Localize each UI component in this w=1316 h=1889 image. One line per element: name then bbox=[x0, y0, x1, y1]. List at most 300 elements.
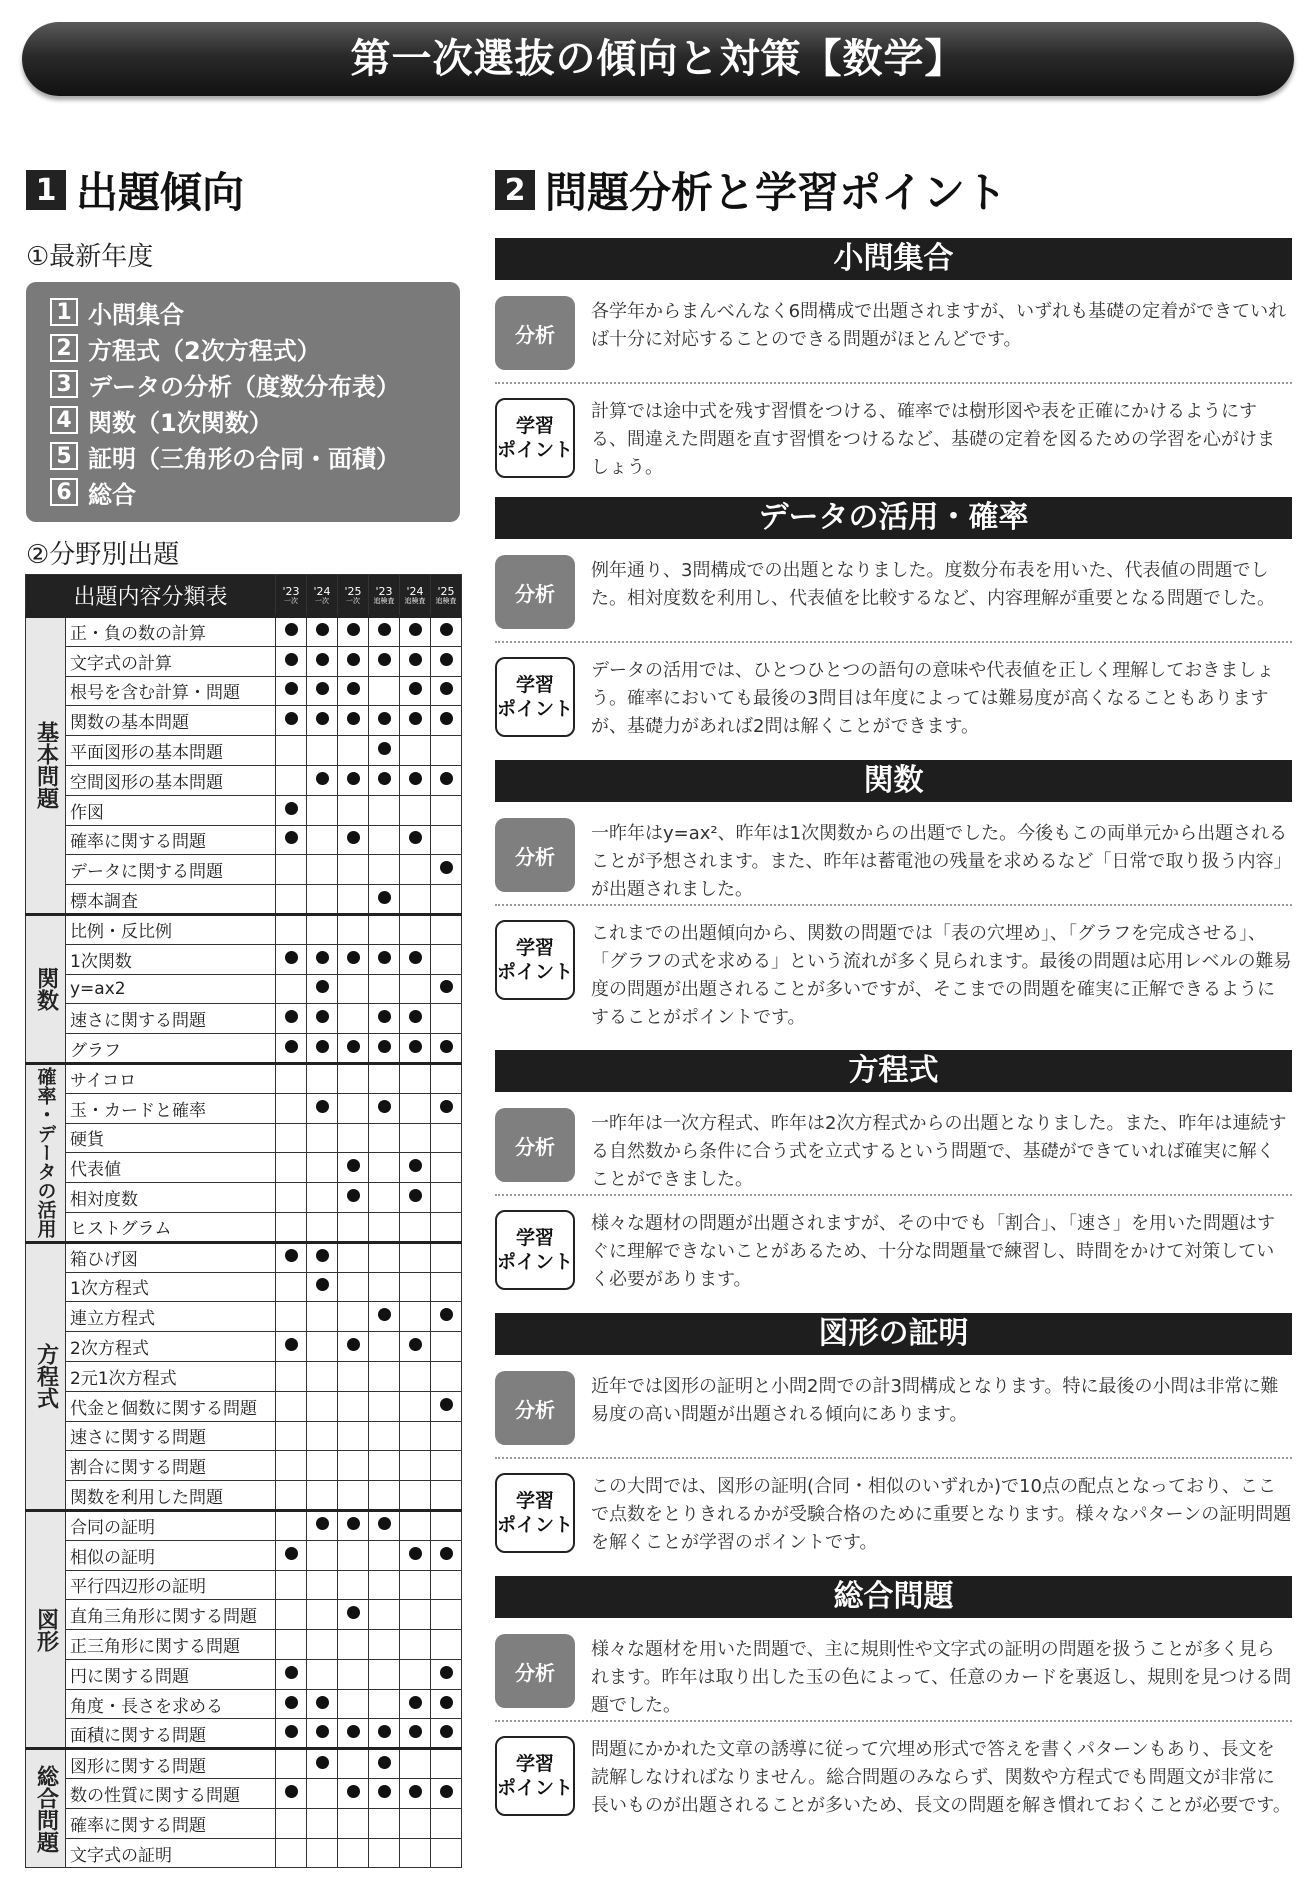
filled-dot-mark bbox=[440, 1547, 453, 1560]
filled-dot-mark bbox=[409, 1547, 422, 1560]
category-name: 方程式 bbox=[33, 1343, 59, 1410]
mark-cell bbox=[276, 646, 307, 676]
mark-cell bbox=[400, 914, 431, 944]
section-band-title: 総合問題 bbox=[495, 1576, 1292, 1618]
mark-cell bbox=[338, 1600, 369, 1630]
mark-cell bbox=[431, 1540, 462, 1570]
filled-dot-mark bbox=[409, 951, 422, 964]
mark-cell bbox=[431, 1689, 462, 1719]
mark-cell bbox=[400, 1212, 431, 1242]
mark-cell bbox=[400, 1272, 431, 1302]
mark-cell bbox=[431, 1153, 462, 1183]
filled-dot-mark bbox=[378, 1040, 391, 1053]
topic-cell: 根号を含む計算・問題 bbox=[66, 676, 276, 706]
topic-cell: 関数を利用した問題 bbox=[66, 1481, 276, 1511]
filled-dot-mark bbox=[378, 1517, 391, 1530]
mark-cell bbox=[276, 1332, 307, 1362]
table-row bbox=[26, 1510, 462, 1540]
category-label bbox=[26, 1510, 66, 1748]
filled-dot-mark bbox=[409, 653, 422, 666]
category-name: 図形 bbox=[33, 1607, 59, 1652]
mark-cell bbox=[307, 1212, 338, 1242]
mark-cell bbox=[276, 1689, 307, 1719]
topic-cell: 箱ひげ図 bbox=[66, 1242, 276, 1272]
section-band-title: データの活用・確率 bbox=[495, 497, 1292, 539]
mark-cell bbox=[276, 914, 307, 944]
mark-cell bbox=[400, 1361, 431, 1391]
mark-cell bbox=[307, 914, 338, 944]
topic-cell: 相似の証明 bbox=[66, 1540, 276, 1570]
analysis-text: 各学年からまんべんなく6問構成で出題されますが、いずれも基礎の定着ができていれば十分に対応することのできる問題がほとんどです。 bbox=[591, 301, 1287, 350]
filled-dot-mark bbox=[347, 772, 360, 785]
filled-dot-mark bbox=[316, 1517, 329, 1530]
mark-cell bbox=[431, 825, 462, 855]
filled-dot-mark bbox=[440, 1666, 453, 1679]
latest-item bbox=[50, 366, 460, 402]
mark-cell bbox=[400, 1183, 431, 1213]
filled-dot-mark bbox=[285, 1338, 298, 1351]
topic-cell: 速さに関する問題 bbox=[66, 1004, 276, 1034]
topic-cell: 代金と個数に関する問題 bbox=[66, 1391, 276, 1421]
year-label: '23 bbox=[375, 584, 393, 598]
mark-cell bbox=[307, 1659, 338, 1689]
mark-cell bbox=[307, 1242, 338, 1272]
topic-cell: 面積に関する問題 bbox=[66, 1719, 276, 1749]
mark-cell bbox=[307, 1361, 338, 1391]
analysis-text: 近年では図形の証明と小問2問での計3問構成となります。特に最後の小問は非常に難易度の高い問題が出題される傾向にあります。 bbox=[591, 1376, 1279, 1425]
filled-dot-mark bbox=[347, 1785, 360, 1798]
mark-cell bbox=[431, 1510, 462, 1540]
mark-cell bbox=[338, 617, 369, 647]
mark-cell bbox=[307, 1719, 338, 1749]
mark-cell bbox=[431, 1749, 462, 1779]
section-1-number: 1 bbox=[26, 170, 66, 210]
mark-cell bbox=[338, 1212, 369, 1242]
page-title-banner bbox=[22, 22, 1294, 96]
year-label: '25 bbox=[437, 584, 455, 598]
latest-item-number: 6 bbox=[50, 478, 78, 506]
latest-year-box bbox=[26, 282, 460, 522]
mark-cell bbox=[338, 1540, 369, 1570]
topic-cell: 合同の証明 bbox=[66, 1510, 276, 1540]
mark-cell bbox=[400, 1123, 431, 1153]
mark-cell bbox=[369, 736, 400, 766]
mark-cell bbox=[307, 617, 338, 647]
mark-cell bbox=[338, 1242, 369, 1272]
mark-cell bbox=[307, 1600, 338, 1630]
mark-cell bbox=[276, 736, 307, 766]
topic-cell: 図形に関する問題 bbox=[66, 1749, 276, 1779]
analysis-text: 例年通り、3問構成での出題となりました。度数分布表を用いた、代表値の問題でした。相対度数を利用し、代表値を比較するなど、内容理解が重要となる問題でした。 bbox=[591, 560, 1275, 609]
mark-cell bbox=[276, 944, 307, 974]
analysis-badge: 分析 bbox=[495, 296, 575, 370]
mark-cell bbox=[307, 646, 338, 676]
mark-cell bbox=[431, 1212, 462, 1242]
analysis-row bbox=[495, 286, 1292, 382]
filled-dot-mark bbox=[440, 1040, 453, 1053]
mark-cell bbox=[431, 1570, 462, 1600]
topic-cell: 2元1次方程式 bbox=[66, 1361, 276, 1391]
filled-dot-mark bbox=[285, 802, 298, 815]
mark-cell bbox=[400, 736, 431, 766]
topic-cell: サイコロ bbox=[66, 1063, 276, 1093]
mark-cell bbox=[369, 617, 400, 647]
mark-cell bbox=[431, 1808, 462, 1838]
mark-cell bbox=[338, 646, 369, 676]
mark-cell bbox=[431, 617, 462, 647]
study-point-badge bbox=[495, 1473, 575, 1553]
mark-cell bbox=[338, 1063, 369, 1093]
mark-cell bbox=[369, 765, 400, 795]
mark-cell bbox=[338, 1570, 369, 1600]
mark-cell bbox=[338, 1183, 369, 1213]
filled-dot-mark bbox=[378, 1785, 391, 1798]
topic-cell: 文字式の計算 bbox=[66, 646, 276, 676]
mark-cell bbox=[400, 1481, 431, 1511]
mark-cell bbox=[276, 1719, 307, 1749]
mark-cell bbox=[431, 1600, 462, 1630]
topic-cell: 数の性質に関する問題 bbox=[66, 1779, 276, 1809]
year-sub-label: 追検査 bbox=[404, 596, 426, 605]
table-header-year bbox=[400, 575, 431, 617]
analysis-badge: 分析 bbox=[495, 555, 575, 629]
filled-dot-mark bbox=[316, 1010, 329, 1023]
mark-cell bbox=[338, 1153, 369, 1183]
mark-cell bbox=[307, 855, 338, 885]
mark-cell bbox=[338, 914, 369, 944]
study-badge-line-1: 学習 bbox=[515, 1753, 554, 1775]
table-row bbox=[26, 736, 462, 766]
category-label bbox=[26, 914, 66, 1063]
topic-cell: 比例・反比例 bbox=[66, 914, 276, 944]
mark-cell bbox=[369, 1004, 400, 1034]
mark-cell bbox=[369, 1361, 400, 1391]
mark-cell bbox=[276, 825, 307, 855]
filled-dot-mark bbox=[316, 1040, 329, 1053]
mark-cell bbox=[400, 1004, 431, 1034]
filled-dot-mark bbox=[409, 772, 422, 785]
study-badge-line-1: 学習 bbox=[515, 415, 554, 437]
analysis-row bbox=[495, 808, 1292, 904]
mark-cell bbox=[276, 1183, 307, 1213]
topic-cell: 正三角形に関する問題 bbox=[66, 1630, 276, 1660]
category-label bbox=[26, 1242, 66, 1510]
mark-cell bbox=[307, 1421, 338, 1451]
mark-cell bbox=[369, 944, 400, 974]
mark-cell bbox=[431, 1123, 462, 1153]
mark-cell bbox=[276, 1421, 307, 1451]
mark-cell bbox=[431, 646, 462, 676]
mark-cell bbox=[338, 1659, 369, 1689]
table-header-year bbox=[431, 575, 462, 617]
mark-cell bbox=[369, 1034, 400, 1064]
dotted-divider bbox=[495, 382, 1292, 384]
filled-dot-mark bbox=[409, 1189, 422, 1202]
table-header-year bbox=[338, 575, 369, 617]
topic-cell: 玉・カードと確率 bbox=[66, 1093, 276, 1123]
mark-cell bbox=[338, 1510, 369, 1540]
filled-dot-mark bbox=[440, 1696, 453, 1709]
mark-cell bbox=[431, 1659, 462, 1689]
mark-cell bbox=[431, 944, 462, 974]
dotted-divider bbox=[495, 904, 1292, 906]
mark-cell bbox=[307, 1123, 338, 1153]
latest-item bbox=[50, 402, 460, 438]
filled-dot-mark bbox=[440, 980, 453, 993]
study-point-text: 問題にかかれた文章の誘導に従って穴埋め形式で答えを書くパターンもあり、長文を読解しなければなりません。総合問題のみならず、関数や方程式でも問題文が非常に長いものが出題されることが多いため、長文の問題を解き慣れておくことが必要です。 bbox=[591, 1739, 1291, 1816]
filled-dot-mark bbox=[409, 1338, 422, 1351]
latest-item bbox=[50, 474, 460, 510]
mark-cell bbox=[307, 1063, 338, 1093]
mark-cell bbox=[431, 765, 462, 795]
dotted-divider bbox=[495, 1720, 1292, 1722]
mark-cell bbox=[369, 885, 400, 915]
section-2-heading bbox=[495, 160, 1007, 220]
section-2-number: 2 bbox=[495, 170, 535, 210]
mark-cell bbox=[307, 1630, 338, 1660]
mark-cell bbox=[338, 1689, 369, 1719]
filled-dot-mark bbox=[440, 653, 453, 666]
mark-cell bbox=[307, 1302, 338, 1332]
filled-dot-mark bbox=[409, 682, 422, 695]
study-point-text: 計算では途中式を残す習慣をつける、確率では樹形図や表を正確にかけるようにする、間違えた問題を直す習慣をつけるなど、基礎の定着を図るための学習を心がけましょう。 bbox=[591, 401, 1275, 478]
mark-cell bbox=[369, 676, 400, 706]
year-sub-label: 追検査 bbox=[435, 596, 457, 605]
filled-dot-mark bbox=[285, 1696, 298, 1709]
latest-item-label: 関数（1次関数） bbox=[88, 408, 273, 437]
mark-cell bbox=[338, 1630, 369, 1660]
filled-dot-mark bbox=[347, 1159, 360, 1172]
mark-cell bbox=[307, 825, 338, 855]
table-row bbox=[26, 1540, 462, 1570]
filled-dot-mark bbox=[378, 1010, 391, 1023]
table-row bbox=[26, 1302, 462, 1332]
table-row bbox=[26, 617, 462, 647]
filled-dot-mark bbox=[378, 891, 391, 904]
table-row bbox=[26, 765, 462, 795]
mark-cell bbox=[338, 1272, 369, 1302]
mark-cell bbox=[276, 617, 307, 647]
analysis-row bbox=[495, 545, 1292, 641]
filled-dot-mark bbox=[440, 1785, 453, 1798]
mark-cell bbox=[276, 1510, 307, 1540]
filled-dot-mark bbox=[378, 653, 391, 666]
mark-cell bbox=[338, 1391, 369, 1421]
mark-cell bbox=[276, 1034, 307, 1064]
mark-cell bbox=[307, 1749, 338, 1779]
category-name: 関数 bbox=[33, 966, 59, 1011]
study-point-badge bbox=[495, 657, 575, 737]
section-1-heading bbox=[26, 160, 244, 220]
filled-dot-mark bbox=[285, 682, 298, 695]
filled-dot-mark bbox=[285, 653, 298, 666]
mark-cell bbox=[369, 1630, 400, 1660]
filled-dot-mark bbox=[285, 1010, 298, 1023]
mark-cell bbox=[400, 1332, 431, 1362]
mark-cell bbox=[400, 1689, 431, 1719]
filled-dot-mark bbox=[285, 1785, 298, 1798]
mark-cell bbox=[400, 1749, 431, 1779]
filled-dot-mark bbox=[440, 1100, 453, 1113]
mark-cell bbox=[307, 1332, 338, 1362]
mark-cell bbox=[276, 855, 307, 885]
mark-cell bbox=[400, 1034, 431, 1064]
mark-cell bbox=[369, 1093, 400, 1123]
mark-cell bbox=[431, 706, 462, 736]
mark-cell bbox=[431, 1451, 462, 1481]
mark-cell bbox=[431, 1391, 462, 1421]
topic-cell: y=ax2 bbox=[66, 974, 276, 1004]
mark-cell bbox=[431, 1242, 462, 1272]
filled-dot-mark bbox=[316, 623, 329, 636]
latest-item bbox=[50, 330, 460, 366]
mark-cell bbox=[307, 765, 338, 795]
study-badge-line-1: 学習 bbox=[515, 1490, 554, 1512]
category-name: 確率・データの活用 bbox=[34, 1067, 57, 1239]
mark-cell bbox=[369, 1391, 400, 1421]
mark-cell bbox=[307, 1481, 338, 1511]
mark-cell bbox=[276, 1808, 307, 1838]
mark-cell bbox=[338, 1451, 369, 1481]
mark-cell bbox=[400, 1659, 431, 1689]
mark-cell bbox=[369, 1838, 400, 1868]
latest-item-number: 4 bbox=[50, 406, 78, 434]
analysis-row bbox=[495, 1361, 1292, 1457]
mark-cell bbox=[400, 855, 431, 885]
filled-dot-mark bbox=[409, 1725, 422, 1738]
table-row bbox=[26, 1808, 462, 1838]
analysis-text: 様々な題材を用いた問題で、主に規則性や文字式の証明の問題を扱うことが多く見られます。昨年は取り出した玉の色によって、任意のカードを裏返し、規則を見つける問題でした。 bbox=[591, 1639, 1292, 1716]
table-row bbox=[26, 1481, 462, 1511]
mark-cell bbox=[369, 1302, 400, 1332]
mark-cell bbox=[369, 1063, 400, 1093]
table-row bbox=[26, 1272, 462, 1302]
table-row bbox=[26, 1242, 462, 1272]
mark-cell bbox=[369, 1540, 400, 1570]
section-band-title: 小問集合 bbox=[495, 238, 1292, 280]
mark-cell bbox=[307, 1034, 338, 1064]
filled-dot-mark bbox=[440, 772, 453, 785]
filled-dot-mark bbox=[440, 861, 453, 874]
mark-cell bbox=[338, 1749, 369, 1779]
mark-cell bbox=[338, 1093, 369, 1123]
filled-dot-mark bbox=[316, 1249, 329, 1262]
mark-cell bbox=[276, 974, 307, 1004]
mark-cell bbox=[400, 646, 431, 676]
category-label bbox=[26, 1063, 66, 1242]
filled-dot-mark bbox=[378, 951, 391, 964]
filled-dot-mark bbox=[409, 831, 422, 844]
filled-dot-mark bbox=[347, 1725, 360, 1738]
mark-cell bbox=[400, 1838, 431, 1868]
mark-cell bbox=[307, 1570, 338, 1600]
mark-cell bbox=[369, 1332, 400, 1362]
mark-cell bbox=[276, 1600, 307, 1630]
mark-cell bbox=[276, 1123, 307, 1153]
study-badge-line-1: 学習 bbox=[515, 674, 554, 696]
mark-cell bbox=[338, 974, 369, 1004]
filled-dot-mark bbox=[440, 623, 453, 636]
year-label: '24 bbox=[406, 584, 424, 598]
mark-cell bbox=[338, 825, 369, 855]
mark-cell bbox=[338, 795, 369, 825]
analysis-badge: 分析 bbox=[495, 1108, 575, 1182]
mark-cell bbox=[338, 765, 369, 795]
mark-cell bbox=[307, 1451, 338, 1481]
topic-cell: 平面図形の基本問題 bbox=[66, 736, 276, 766]
mark-cell bbox=[307, 974, 338, 1004]
latest-item-label: 総合 bbox=[88, 480, 136, 509]
latest-item-label: 証明（三角形の合同・面積） bbox=[88, 444, 400, 473]
mark-cell bbox=[400, 617, 431, 647]
topic-cell: 空間図形の基本問題 bbox=[66, 765, 276, 795]
table-row bbox=[26, 1212, 462, 1242]
category-label bbox=[26, 1749, 66, 1868]
filled-dot-mark bbox=[347, 1606, 360, 1619]
study-badge-line-2: ポイント bbox=[497, 698, 574, 720]
study-badge-line-2: ポイント bbox=[497, 1514, 574, 1536]
mark-cell bbox=[276, 706, 307, 736]
latest-item-number: 5 bbox=[50, 442, 78, 470]
mark-cell bbox=[431, 1630, 462, 1660]
mark-cell bbox=[369, 1451, 400, 1481]
study-badge-line-2: ポイント bbox=[497, 1777, 574, 1799]
mark-cell bbox=[307, 1808, 338, 1838]
mark-cell bbox=[400, 1719, 431, 1749]
topic-cell: 平行四辺形の証明 bbox=[66, 1570, 276, 1600]
table-row bbox=[26, 1719, 462, 1749]
mark-cell bbox=[369, 1183, 400, 1213]
filled-dot-mark bbox=[316, 1100, 329, 1113]
mark-cell bbox=[276, 1272, 307, 1302]
analysis-badge: 分析 bbox=[495, 1634, 575, 1708]
study-badge-line-1: 学習 bbox=[515, 1227, 554, 1249]
study-point-badge bbox=[495, 1210, 575, 1290]
mark-cell bbox=[400, 885, 431, 915]
mark-cell bbox=[400, 1451, 431, 1481]
mark-cell bbox=[338, 1838, 369, 1868]
year-label: '24 bbox=[313, 584, 331, 598]
mark-cell bbox=[369, 1242, 400, 1272]
mark-cell bbox=[307, 736, 338, 766]
mark-cell bbox=[338, 885, 369, 915]
mark-cell bbox=[431, 1034, 462, 1064]
mark-cell bbox=[431, 1093, 462, 1123]
table-row bbox=[26, 974, 462, 1004]
mark-cell bbox=[369, 1570, 400, 1600]
topic-cell: 代表値 bbox=[66, 1153, 276, 1183]
table-row bbox=[26, 1838, 462, 1868]
mark-cell bbox=[431, 974, 462, 1004]
mark-cell bbox=[400, 1808, 431, 1838]
table-row bbox=[26, 1779, 462, 1809]
filled-dot-mark bbox=[285, 623, 298, 636]
study-badge-line-2: ポイント bbox=[497, 961, 574, 983]
mark-cell bbox=[276, 1063, 307, 1093]
mark-cell bbox=[400, 1510, 431, 1540]
mark-cell bbox=[400, 1600, 431, 1630]
mark-cell bbox=[369, 855, 400, 885]
mark-cell bbox=[400, 795, 431, 825]
mark-cell bbox=[307, 1779, 338, 1809]
filled-dot-mark bbox=[285, 1666, 298, 1679]
mark-cell bbox=[338, 1421, 369, 1451]
year-sub-label: 一次 bbox=[284, 596, 299, 605]
table-row bbox=[26, 1004, 462, 1034]
topic-cell: 直角三角形に関する問題 bbox=[66, 1600, 276, 1630]
mark-cell bbox=[276, 1630, 307, 1660]
mark-cell bbox=[369, 1421, 400, 1451]
